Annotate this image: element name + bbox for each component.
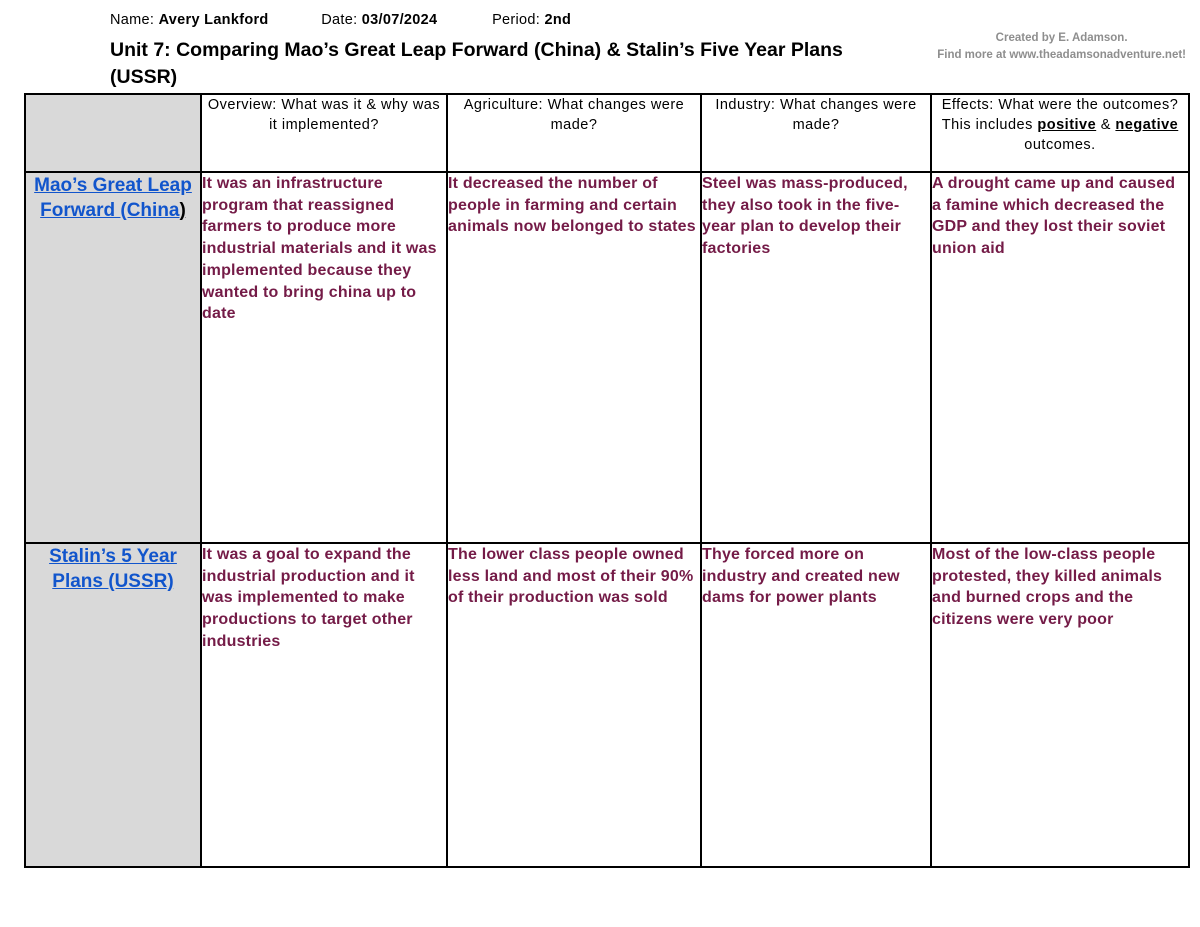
period-value: 2nd [544, 12, 572, 28]
mao-great-leap-link[interactable]: Mao’s Great Leap Forward (China [34, 175, 192, 221]
mao-overview-answer[interactable]: It was an infrastructure program that reassigned farmers to produce more industrial materials and it was implemented because they wanted to bring china up to date [201, 172, 447, 543]
mao-label-closing: ) [179, 200, 186, 221]
row-label-stalin [25, 543, 201, 867]
table-row-stalin [25, 543, 1189, 867]
period-label: Period: [492, 12, 541, 28]
mao-agriculture-answer[interactable]: It decreased the number of people in farming and certain animals now belonged to states [447, 172, 701, 543]
stalin-overview-answer[interactable]: It was a goal to expand the industrial production and it was implemented to make productions to target other industries [201, 543, 447, 867]
credit-website: Find more at www.theadamsonadventure.net! [937, 49, 1186, 61]
credit-author: Created by E. Adamson. [995, 32, 1128, 44]
effects-header-negative: negative [1115, 117, 1179, 133]
effects-header-amp: & [1100, 117, 1111, 133]
header-row [25, 94, 1189, 172]
name-label: Name: [110, 12, 155, 28]
effects-header-positive: positive [1037, 117, 1097, 133]
column-header-agriculture: Agriculture: What changes were made? [447, 94, 701, 172]
date-value: 03/07/2024 [361, 12, 438, 28]
comparison-table [24, 93, 1190, 868]
column-header-industry: Industry: What changes were made? [701, 94, 931, 172]
name-value: Avery Lankford [158, 12, 269, 28]
stalin-agriculture-answer[interactable]: The lower class people owned less land and most of their 90% of their production was sold [447, 543, 701, 867]
stalin-five-year-link[interactable]: Stalin’s 5 Year Plans (USSR) [49, 546, 177, 592]
column-header-overview: Overview: What was it & why was it implemented? [201, 94, 447, 172]
effects-header-suffix: outcomes. [1024, 137, 1096, 153]
stalin-industry-answer[interactable]: Thye forced more on industry and created new dams for power plants [701, 543, 931, 867]
mao-effects-answer[interactable]: A drought came up and caused a famine which decreased the GDP and they lost their soviet union aid [931, 172, 1189, 543]
student-info-line [110, 12, 571, 28]
page-title: Unit 7: Comparing Mao’s Great Leap Forward (China) & Stalin’s Five Year Plans (USSR) [110, 39, 843, 88]
column-header-effects [931, 94, 1189, 172]
stalin-effects-answer[interactable]: Most of the low-class people protested, they killed animals and burned crops and the citizens were very poor [931, 543, 1189, 867]
credit-block [937, 30, 1186, 64]
table-row-mao [25, 172, 1189, 543]
mao-industry-answer[interactable]: Steel was mass-produced, they also took in the five-year plan to develop their factories [701, 172, 931, 543]
effects-header-prefix: Effects: What were the outcomes? This includes [941, 97, 1179, 133]
row-label-mao [25, 172, 201, 543]
date-label: Date: [321, 12, 358, 28]
corner-cell [25, 94, 201, 172]
